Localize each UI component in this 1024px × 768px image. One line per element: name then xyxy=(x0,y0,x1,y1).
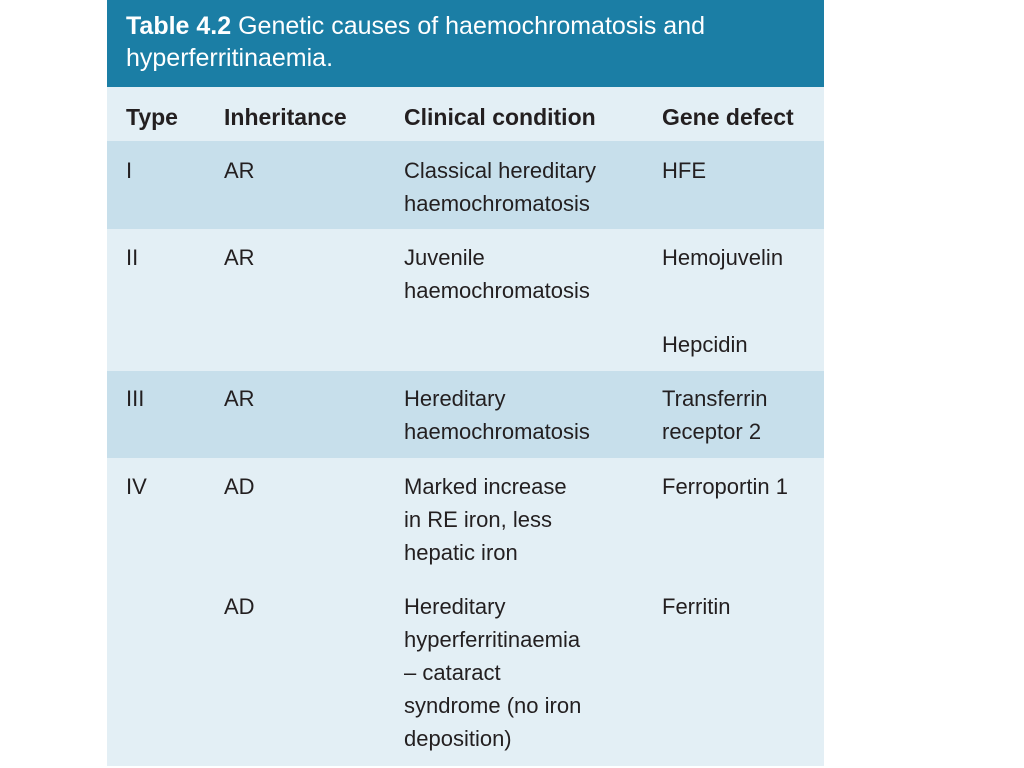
table-cell-type: I xyxy=(126,158,133,183)
table-cell-condition: Juvenile haemochromatosis xyxy=(404,245,590,303)
table-cell-condition: Hereditary hyperferritinaemia – cataract syndrome (no iron deposition) xyxy=(404,594,582,751)
table-panel xyxy=(107,0,824,766)
table-caption xyxy=(107,0,824,87)
table-cell-gene: Ferritin xyxy=(662,594,731,619)
table-cell-inheritance: AR xyxy=(224,386,255,411)
table-cell-gene: Ferroportin 1 xyxy=(662,474,788,499)
caption-line-1: Genetic causes of haemochromatosis and xyxy=(238,12,706,40)
table-cell-condition: Classical hereditary haemochromatosis xyxy=(404,158,596,216)
table-cell-inheritance: AR xyxy=(224,245,255,270)
column-header-clinical-condition: Clinical condition xyxy=(404,104,596,130)
table-cell-type: IV xyxy=(126,474,147,499)
table-cell-gene: Transferrin receptor 2 xyxy=(662,386,768,444)
column-header-type: Type xyxy=(126,104,178,130)
column-header-gene-defect: Gene defect xyxy=(662,104,794,130)
table-cell-condition: Marked increase in RE iron, less hepatic iron xyxy=(404,474,567,565)
table-cell-inheritance: AR xyxy=(224,158,255,183)
table-cell-condition: Hereditary haemochromatosis xyxy=(404,386,590,444)
table-cell-gene: Hemojuvelin xyxy=(662,245,784,270)
caption-line-2: hyperferritinaemia. xyxy=(126,44,334,72)
table-cell-type: II xyxy=(126,245,139,270)
table-label: Table 4.2 xyxy=(126,12,232,40)
table-cell-type: III xyxy=(126,386,145,411)
table-cell-gene: Hepcidin xyxy=(662,332,748,357)
table-cell-gene: HFE xyxy=(662,158,706,183)
table-cell-inheritance: AD xyxy=(224,594,255,619)
column-header-inheritance: Inheritance xyxy=(224,104,347,130)
table-cell-inheritance: AD xyxy=(224,474,255,499)
